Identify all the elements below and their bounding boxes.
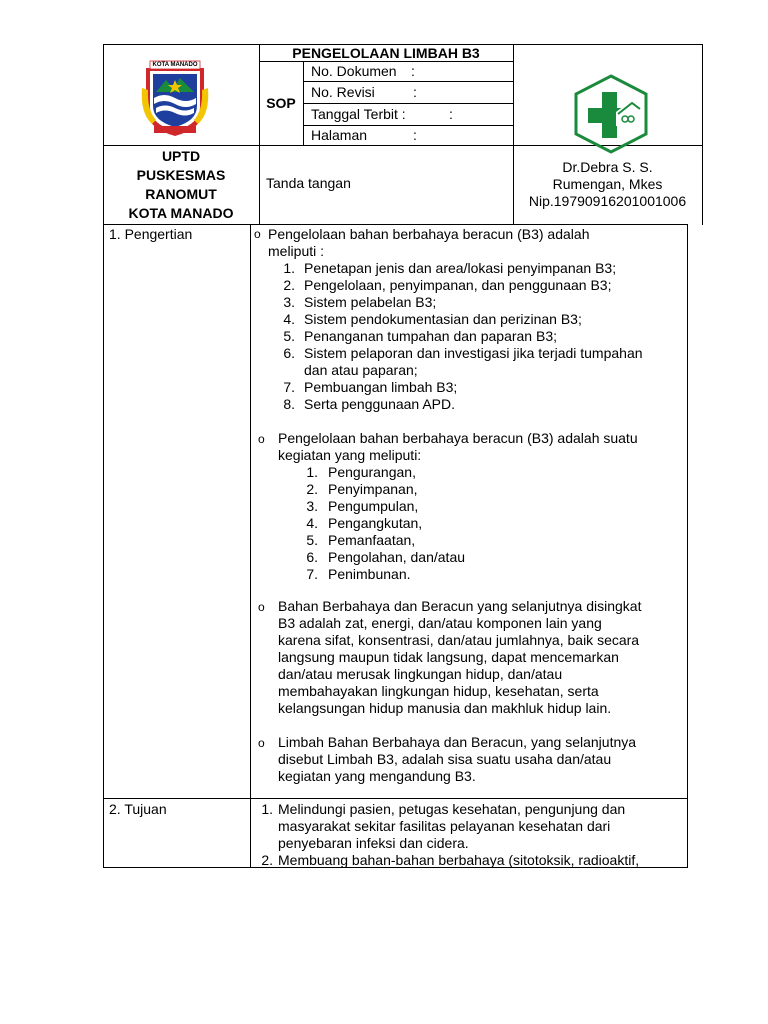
list-item: Penetapan jenis dan area/lokasi penyimpanan B3;: [304, 260, 617, 276]
signer-info: [513, 159, 702, 210]
list-number: 4.: [283, 311, 295, 327]
field-no-dokumen: [311, 63, 511, 81]
table-rule: [303, 81, 513, 82]
paragraph-line: Bahan Berbahaya dan Beracun yang selanjutnya disingkat: [278, 598, 642, 614]
list-number: 7.: [283, 379, 295, 395]
list-item: Penanganan tumpahan dan paparan B3;: [304, 328, 557, 344]
field-tanggal-terbit: [311, 106, 511, 124]
list-number: 2.: [261, 852, 273, 868]
field-label: No. Dokumen: [311, 63, 397, 79]
paragraph-line: langsung maupun tidak langsung, dapat mencemarkan: [278, 649, 619, 665]
list-item: Pengumpulan,: [328, 498, 419, 514]
section-label-tujuan: 2. Tujuan: [109, 801, 167, 817]
table-border-right: [687, 224, 688, 868]
signature-label: Tanda tangan: [266, 175, 351, 191]
paragraph-line: B3 adalah zat, energi, dan/atau komponen lain yang: [278, 615, 602, 631]
list-number: 6.: [306, 549, 318, 565]
list-number: 3.: [306, 498, 318, 514]
paragraph-line: meliputi :: [268, 243, 325, 259]
field-separator: :: [449, 106, 453, 122]
list-item-cont: masyarakat sekitar fasilitas pelayanan kesehatan dari: [278, 818, 611, 834]
list-number: 4.: [306, 515, 318, 531]
signer-nip: Nip.19790916201001006: [528, 193, 687, 209]
signer-name-cont: Rumengan, Mkes: [552, 176, 663, 192]
list-number: 1.: [306, 464, 318, 480]
paragraph-line: disebut Limbah B3, adalah sisa suatu usaha dan/atau: [278, 751, 612, 767]
table-rule: [259, 61, 513, 62]
paragraph-line: karena sifat, konsentrasi, dan/atau jumlahnya, baik secara: [278, 632, 640, 648]
list-number: 1.: [283, 260, 295, 276]
list-item: Sistem pelaporan dan investigasi jika terjadi tumpahan: [304, 345, 643, 361]
org-line: RANOMUT: [145, 186, 217, 202]
city-emblem-icon: [140, 58, 210, 138]
list-item: Penyimpanan,: [328, 481, 418, 497]
list-item: Serta penggunaan APD.: [304, 396, 456, 412]
paragraph-line: dan/atau merusak lingkungan hidup, dan/atau: [278, 666, 563, 682]
list-number: 1.: [261, 801, 273, 817]
list-item-cont: penyebaran infeksi dan cidera.: [278, 835, 469, 851]
list-item: Melindungi pasien, petugas kesehatan, pengunjung dan: [278, 801, 626, 817]
org-line: PUSKESMAS: [136, 167, 226, 183]
paragraph-line: kegiatan yang meliputi:: [278, 447, 422, 463]
city-logo: [140, 58, 210, 138]
list-item-cont: dan atau paparan;: [304, 362, 418, 378]
organization-name: [103, 147, 259, 223]
list-number: 8.: [283, 396, 295, 412]
document-title: PENGELOLAAN LIMBAH B3: [292, 45, 480, 61]
field-label: No. Revisi: [311, 84, 375, 100]
table-rule: [303, 125, 513, 126]
list-number: 6.: [283, 345, 295, 361]
field-separator: :: [411, 63, 415, 79]
org-line: UPTD: [161, 148, 201, 164]
field-separator: :: [413, 84, 417, 100]
list-item: Sistem pendokumentasian dan perizinan B3;: [304, 311, 582, 327]
table-rule: [250, 224, 251, 868]
org-line: KOTA MANADO: [128, 205, 234, 221]
list-number: 3.: [283, 294, 295, 310]
field-halaman: [311, 127, 511, 145]
paragraph-line: membahayakan lingkungan hidup, kesehatan, serta: [278, 683, 599, 699]
bullet-icon: o: [258, 736, 265, 750]
logo-caption: KOTA MANADO: [152, 62, 198, 68]
list-item: Pemanfaatan,: [328, 532, 416, 548]
signer-name: Dr.Debra S. S.: [562, 159, 653, 175]
list-number: 2.: [306, 481, 318, 497]
field-no-revisi: [311, 84, 511, 102]
list-number: 2.: [283, 277, 295, 293]
list-item: Pengangkutan,: [328, 515, 423, 531]
paragraph-line: Pengelolaan bahan berbahaya beracun (B3) adalah: [268, 226, 590, 242]
sop-label: SOP: [266, 95, 296, 111]
list-item: Pengurangan,: [328, 464, 416, 480]
list-item: Pengelolaan, penyimpanan, dan penggunaan B3;: [304, 277, 612, 293]
list-number: 7.: [306, 566, 318, 582]
table-rule: [103, 798, 688, 799]
list-item: Membuang bahan-bahan berbahaya (sitotoksik, radioaktif,: [278, 852, 640, 868]
health-cross-icon: [572, 72, 650, 154]
table-rule: [303, 61, 304, 146]
section-label-pengertian: 1. Pengertian: [109, 226, 193, 242]
bullet-icon: o: [258, 432, 265, 446]
list-number: 5.: [306, 532, 318, 548]
list-item: Sistem pelabelan B3;: [304, 294, 437, 310]
paragraph-line: kegiatan yang mengandung B3.: [278, 768, 476, 784]
list-number: 5.: [283, 328, 295, 344]
field-label: Halaman: [311, 127, 368, 143]
bullet-icon: o: [258, 600, 265, 614]
field-separator: :: [413, 127, 417, 143]
table-border-right: [702, 44, 703, 225]
table-rule: [303, 103, 513, 104]
paragraph-line: Pengelolaan bahan berbahaya beracun (B3) adalah suatu: [278, 430, 638, 446]
paragraph-line: kelangsungan hidup manusia dan makhluk hidup lain.: [278, 700, 612, 716]
puskesmas-logo: [572, 72, 650, 154]
list-item: Pembuangan limbah B3;: [304, 379, 458, 395]
list-item: Pengolahan, dan/atau: [328, 549, 466, 565]
paragraph-line: Limbah Bahan Berbahaya dan Beracun, yang selanjutnya: [278, 734, 637, 750]
field-label: Tanggal Terbit :: [311, 106, 406, 122]
table-rule: [259, 44, 260, 225]
list-item: Penimbunan.: [328, 566, 411, 582]
bullet-icon: o: [254, 227, 261, 241]
table-rule: [103, 224, 688, 225]
